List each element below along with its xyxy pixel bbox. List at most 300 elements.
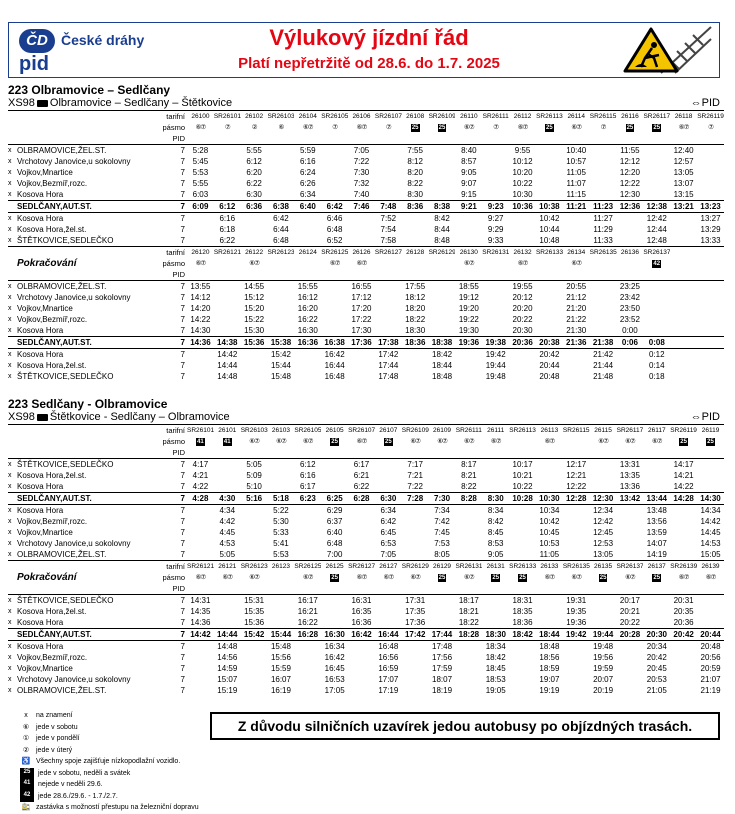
departure-time xyxy=(241,538,268,549)
request-stop-mark: x xyxy=(8,294,12,301)
departure-time: 20:38 xyxy=(536,337,563,349)
departure-time xyxy=(321,156,348,167)
service-symbol xyxy=(429,572,456,583)
service-symbol: ⑥ xyxy=(278,124,284,131)
departure-time: 13:44 xyxy=(643,493,670,505)
blank-cell xyxy=(8,133,17,145)
departure-time xyxy=(402,360,429,371)
blank-cell xyxy=(241,583,268,595)
blank-cell xyxy=(348,133,375,145)
departure-time: 16:44 xyxy=(324,361,345,370)
zone-number: 7 xyxy=(157,337,187,349)
departure-time xyxy=(214,595,241,607)
departure-time: 17:31 xyxy=(402,595,429,607)
departure-time xyxy=(187,549,214,560)
table-row xyxy=(8,629,724,641)
departure-time: 5:55 xyxy=(192,179,209,188)
departure-time xyxy=(429,281,456,293)
departure-time xyxy=(348,235,375,246)
departure-time: 7:45 xyxy=(434,528,450,537)
blank-cell xyxy=(563,583,590,595)
departure-time xyxy=(697,303,724,314)
blank-cell xyxy=(509,447,536,459)
departure-time xyxy=(321,189,348,201)
departure-time xyxy=(590,314,617,325)
blank-cell xyxy=(8,122,17,133)
service-symbol xyxy=(402,258,429,269)
departure-time: 6:30 xyxy=(246,190,262,199)
departure-time xyxy=(294,516,321,527)
service-symbol xyxy=(402,122,429,133)
blank-cell xyxy=(590,269,617,281)
train-number: 26128 xyxy=(402,247,429,259)
departure-time: 15:42 xyxy=(270,350,291,359)
departure-time: 18:59 xyxy=(539,664,560,673)
departure-time xyxy=(509,641,536,653)
blank-cell xyxy=(643,447,670,459)
departure-time: 17:38 xyxy=(375,337,402,349)
departure-time xyxy=(617,349,644,361)
blank-cell xyxy=(8,561,17,573)
departure-time xyxy=(590,303,617,314)
departure-time xyxy=(214,325,241,337)
departure-time: 19:44 xyxy=(590,629,617,641)
zone-number: 7 xyxy=(180,539,185,548)
departure-time: 14:22 xyxy=(673,482,694,491)
departure-time xyxy=(455,685,482,696)
departure-time: 11:33 xyxy=(593,236,613,245)
departure-time: 6:36 xyxy=(241,201,268,213)
departure-time xyxy=(617,516,644,527)
departure-time: 6:40 xyxy=(326,528,343,537)
train-number: 26137 xyxy=(643,561,670,573)
departure-time: 17:20 xyxy=(351,304,372,313)
departure-time xyxy=(697,314,724,325)
departure-time: 16:20 xyxy=(297,304,318,313)
zone-number: 7 xyxy=(180,517,185,526)
departure-time: 16:55 xyxy=(348,281,375,293)
departure-time xyxy=(429,189,456,201)
departure-time xyxy=(536,303,563,314)
blank-cell xyxy=(617,583,644,595)
departure-time: 6:46 xyxy=(326,214,343,223)
service-code-badge: 25 xyxy=(331,575,338,581)
departure-time: 21:05 xyxy=(646,686,667,695)
departure-time: 15:42 xyxy=(241,629,268,641)
departure-time xyxy=(643,156,670,167)
train-number: SR26135 xyxy=(563,561,590,573)
legend-text: jede 28.6./29.6. - 1.7./2.7. xyxy=(38,792,118,800)
departure-time xyxy=(402,674,429,685)
departure-time xyxy=(241,641,268,653)
departure-time: 8:36 xyxy=(402,201,429,213)
departure-time: 17:05 xyxy=(324,686,345,695)
departure-time: 21:30 xyxy=(566,326,587,335)
departure-time xyxy=(482,178,509,189)
departure-time xyxy=(617,527,644,538)
service-symbol xyxy=(429,258,456,269)
departure-time xyxy=(268,156,295,167)
departure-time: 10:42 xyxy=(539,517,560,526)
departure-time xyxy=(268,595,295,607)
departure-time: 6:45 xyxy=(380,528,397,537)
departure-time: 9:23 xyxy=(482,201,509,213)
departure-time: 6:34 xyxy=(380,506,397,515)
departure-time: 11:55 xyxy=(617,145,644,157)
train-number: SR26117 xyxy=(617,425,644,437)
pid-label: PID xyxy=(172,448,185,457)
departure-time xyxy=(348,224,375,235)
departure-time: 13:36 xyxy=(619,482,640,491)
departure-time xyxy=(214,167,241,178)
blank-cell xyxy=(268,269,295,281)
blank-cell xyxy=(17,436,157,447)
departure-time: 18:28 xyxy=(455,629,482,641)
blank-cell xyxy=(241,269,268,281)
departure-time xyxy=(241,505,268,517)
departure-time xyxy=(670,235,697,246)
departure-time xyxy=(321,281,348,293)
departure-time xyxy=(429,178,456,189)
departure-time xyxy=(455,371,482,382)
departure-time xyxy=(536,189,563,201)
departure-time: 18:17 xyxy=(455,595,482,607)
departure-time xyxy=(294,505,321,517)
departure-time: 10:34 xyxy=(539,506,560,515)
departure-time: 16:36 xyxy=(294,337,321,349)
departure-time: 6:34 xyxy=(300,190,316,199)
departure-time: 12:42 xyxy=(646,214,667,223)
departure-time xyxy=(643,303,670,314)
departure-time: 14:07 xyxy=(646,539,667,548)
request-stop-mark: x xyxy=(8,643,12,650)
departure-time xyxy=(617,652,644,663)
departure-time: 12:12 xyxy=(619,157,640,166)
section-title: 223 Olbramovice – Sedlčany xyxy=(8,83,171,97)
departure-time: 12:53 xyxy=(593,539,614,548)
service-symbol xyxy=(670,436,697,447)
departure-time: 16:35 xyxy=(351,607,372,616)
service-symbol xyxy=(214,436,241,447)
departure-time xyxy=(348,213,375,225)
departure-time xyxy=(617,663,644,674)
departure-time xyxy=(509,674,536,685)
train-number: 26112 xyxy=(509,111,536,123)
service-symbol xyxy=(268,258,295,269)
departure-time xyxy=(643,606,670,617)
departure-time: 18:36 xyxy=(402,337,429,349)
departure-time xyxy=(670,674,697,685)
departure-time: 5:30 xyxy=(273,517,289,526)
departure-time xyxy=(214,606,241,617)
departure-time: 18:20 xyxy=(405,304,426,313)
departure-time: 7:30 xyxy=(353,168,370,177)
departure-time xyxy=(294,224,321,235)
departure-time: 15:55 xyxy=(294,281,321,293)
blank-cell xyxy=(697,133,724,145)
zone-number: 7 xyxy=(180,315,185,324)
service-symbol: ⑥⑦ xyxy=(571,260,582,267)
departure-time xyxy=(670,337,697,349)
service-symbol: ⑦ xyxy=(385,124,391,131)
departure-time xyxy=(375,325,402,337)
departure-time xyxy=(321,145,348,157)
departure-time xyxy=(509,685,536,696)
departure-time: 23:52 xyxy=(619,315,640,324)
tariff-label: tarifní xyxy=(157,425,187,437)
departure-time xyxy=(402,371,429,382)
request-stop-mark: x xyxy=(8,459,17,471)
blank-cell xyxy=(321,133,348,145)
blank-cell xyxy=(670,447,697,459)
departure-time xyxy=(509,652,536,663)
departure-time xyxy=(697,371,724,382)
departure-time: 8:30 xyxy=(482,493,509,505)
departure-time: 14:36 xyxy=(187,337,214,349)
departure-time xyxy=(643,314,670,325)
legend-key: ① xyxy=(22,735,30,742)
zone-number: 7 xyxy=(180,304,185,313)
departure-time: 7:32 xyxy=(353,179,370,188)
station-name: Kosova Hora,žel.st. xyxy=(17,361,87,370)
departure-time: 19:42 xyxy=(485,350,506,359)
service-symbol xyxy=(509,436,536,447)
departure-time: 4:22 xyxy=(192,482,209,491)
departure-time: 4:21 xyxy=(192,471,209,480)
departure-time: 21:38 xyxy=(590,337,617,349)
blank-cell xyxy=(455,133,482,145)
station-name: ŠTĚTKOVICE,SEDLEČKO xyxy=(17,372,114,381)
departure-time xyxy=(563,685,590,696)
departure-time xyxy=(670,314,697,325)
departure-time xyxy=(697,606,724,617)
request-stop-mark xyxy=(8,629,17,641)
departure-time: 20:12 xyxy=(512,293,533,302)
zone-number: 7 xyxy=(180,293,185,302)
request-stop-mark: x xyxy=(8,687,12,694)
service-symbol: ⑥⑦ xyxy=(464,438,474,445)
departure-time xyxy=(590,595,617,607)
departure-time: 20:45 xyxy=(646,664,667,673)
departure-time: 18:35 xyxy=(512,607,533,616)
departure-time: 12:17 xyxy=(563,459,590,471)
blank-cell xyxy=(268,583,295,595)
departure-time: 0:08 xyxy=(643,337,670,349)
departure-time xyxy=(643,481,670,493)
train-number: SR26101 xyxy=(214,111,241,123)
blank-cell xyxy=(348,269,375,281)
station-name: ŠTĚTKOVICE,SEDLEČKO xyxy=(17,595,157,607)
blank-cell xyxy=(563,447,590,459)
departure-time xyxy=(643,617,670,629)
table-row xyxy=(8,652,724,663)
blank-cell xyxy=(482,583,509,595)
pid-badge: ⇔PID xyxy=(690,97,720,109)
service-symbol: ⑥⑦ xyxy=(437,438,447,445)
departure-time: 10:12 xyxy=(512,157,533,166)
departure-time xyxy=(321,303,348,314)
train-number: SR26129 xyxy=(402,561,429,573)
train-number: SR26137 xyxy=(643,247,670,259)
train-number: SR26109 xyxy=(429,111,456,123)
departure-time xyxy=(455,549,482,560)
departure-time: 7:30 xyxy=(429,493,456,505)
departure-time xyxy=(536,481,563,493)
departure-time: 21:44 xyxy=(593,361,614,370)
departure-time: 17:56 xyxy=(432,653,453,662)
departure-time: 19:35 xyxy=(566,607,587,616)
zone-number: 7 xyxy=(180,506,185,515)
station-name: Vojkov,Bezmíř,rozc. xyxy=(17,653,88,662)
zone-number: 7 xyxy=(180,236,185,245)
timetable-olbramovice-sedlcany xyxy=(8,83,724,382)
departure-time xyxy=(482,595,509,607)
train-number: 26129 xyxy=(429,561,456,573)
departure-time xyxy=(509,663,536,674)
blank-cell xyxy=(241,133,268,145)
blank-cell xyxy=(509,583,536,595)
departure-time xyxy=(268,470,295,481)
timetable-part-2 xyxy=(8,246,724,382)
station-name: Vrchotovy Janovice,u sokolovny xyxy=(17,293,131,302)
departure-time: 13:21 xyxy=(670,201,697,213)
departure-time: 15:59 xyxy=(270,664,291,673)
departure-time: 18:12 xyxy=(405,293,426,302)
departure-time: 6:03 xyxy=(192,190,209,199)
service-symbol: ⑥⑦ xyxy=(544,574,555,581)
departure-time: 16:36 xyxy=(351,618,372,627)
service-symbol: ⑦ xyxy=(332,124,338,131)
table-row xyxy=(8,685,724,696)
departure-time xyxy=(563,538,590,549)
station-name: Vojkov,Mnartice xyxy=(17,664,73,673)
departure-time: 4:17 xyxy=(187,459,214,471)
departure-time: 5:22 xyxy=(273,506,289,515)
train-number: SR26103 xyxy=(241,425,268,437)
departure-time: 10:30 xyxy=(512,190,533,199)
departure-time: 18:53 xyxy=(485,675,506,684)
departure-time: 17:30 xyxy=(351,326,372,335)
station-name: Kosova Hora,žel.st. xyxy=(17,471,87,480)
table-row xyxy=(8,360,724,371)
departure-time xyxy=(617,549,644,560)
service-symbol: ⑥⑦ xyxy=(464,124,474,131)
departure-time: 12:22 xyxy=(619,179,640,188)
departure-time xyxy=(697,281,724,293)
train-number: 26113 xyxy=(536,425,563,437)
zone-number: 7 xyxy=(180,482,185,491)
blank-cell xyxy=(509,269,536,281)
departure-time: 16:53 xyxy=(324,675,345,684)
blank-cell xyxy=(17,447,157,459)
departure-time xyxy=(348,652,375,663)
departure-time: 21:22 xyxy=(566,315,587,324)
departure-time: 9:55 xyxy=(509,145,536,157)
station-name: SEDLČANY,AUT.ST. xyxy=(17,629,157,641)
departure-time xyxy=(536,314,563,325)
departure-time: 6:42 xyxy=(380,517,397,526)
departure-time xyxy=(482,459,509,471)
departure-time: 16:22 xyxy=(297,618,318,627)
departure-time: 17:42 xyxy=(402,629,429,641)
blank-cell xyxy=(241,447,268,459)
departure-time xyxy=(268,189,295,201)
departure-time xyxy=(187,663,214,674)
departure-time: 15:36 xyxy=(241,337,268,349)
departure-time: 15:19 xyxy=(217,686,238,695)
departure-time: 15:48 xyxy=(270,642,291,651)
legend-text: jede v úterý xyxy=(36,746,73,754)
timetable-sedlcany-olbramovice xyxy=(8,398,720,696)
departure-time: 10:36 xyxy=(509,201,536,213)
blank-cell xyxy=(375,447,402,459)
departure-time xyxy=(590,325,617,337)
legend-text: jede v sobotu, neděli a svátek xyxy=(38,769,131,777)
departure-time: 18:44 xyxy=(432,361,453,370)
departure-time: 7:17 xyxy=(402,459,429,471)
departure-time xyxy=(375,292,402,303)
departure-time xyxy=(375,606,402,617)
header-box xyxy=(8,22,720,78)
departure-time: 12:30 xyxy=(619,190,640,199)
departure-time: 9:21 xyxy=(455,201,482,213)
blank-cell xyxy=(509,133,536,145)
departure-time xyxy=(563,349,590,361)
page-title: Výlukový jízdní řád xyxy=(269,25,469,50)
departure-time xyxy=(348,549,375,560)
station-name: Vojkov,Mnartice xyxy=(17,304,73,313)
departure-time xyxy=(482,292,509,303)
request-stop-mark: x xyxy=(8,237,12,244)
departure-time xyxy=(348,538,375,549)
service-code-badge: 25 xyxy=(331,439,338,445)
table-row xyxy=(8,459,724,471)
departure-time: 6:22 xyxy=(246,179,262,188)
train-number: SR26115 xyxy=(563,425,590,437)
departure-time: 8:30 xyxy=(407,190,423,199)
departure-time xyxy=(241,349,268,361)
departure-time xyxy=(536,167,563,178)
departure-time xyxy=(402,652,429,663)
station-name: OLBRAMOVICE,ŽEL.ST. xyxy=(17,281,157,293)
continuation-label: Pokračování xyxy=(17,572,77,583)
service-symbol: ⑥⑦ xyxy=(571,124,582,131)
departure-time xyxy=(509,538,536,549)
service-symbol: ⑥⑦ xyxy=(329,260,340,267)
train-number: 26114 xyxy=(563,111,590,123)
departure-time xyxy=(268,325,295,337)
cd-logo-icon: ČD xyxy=(19,29,55,53)
departure-time xyxy=(617,674,644,685)
departure-time xyxy=(590,167,617,178)
service-symbol xyxy=(536,258,563,269)
train-number: 26136 xyxy=(617,247,644,259)
departure-time xyxy=(455,349,482,361)
departure-time: 20:44 xyxy=(697,629,724,641)
departure-time: 14:30 xyxy=(697,493,724,505)
departure-time: 6:48 xyxy=(326,539,343,548)
service-code-badge: 25 xyxy=(653,575,661,581)
departure-time: 9:15 xyxy=(461,190,477,199)
departure-time xyxy=(563,663,590,674)
zone-number: 7 xyxy=(180,225,185,234)
blank-cell xyxy=(8,247,17,259)
blank-cell xyxy=(214,269,241,281)
departure-time: 20:53 xyxy=(646,675,667,684)
zone-number: 7 xyxy=(157,595,187,607)
departure-time: 16:30 xyxy=(297,326,318,335)
table-row xyxy=(8,213,724,225)
